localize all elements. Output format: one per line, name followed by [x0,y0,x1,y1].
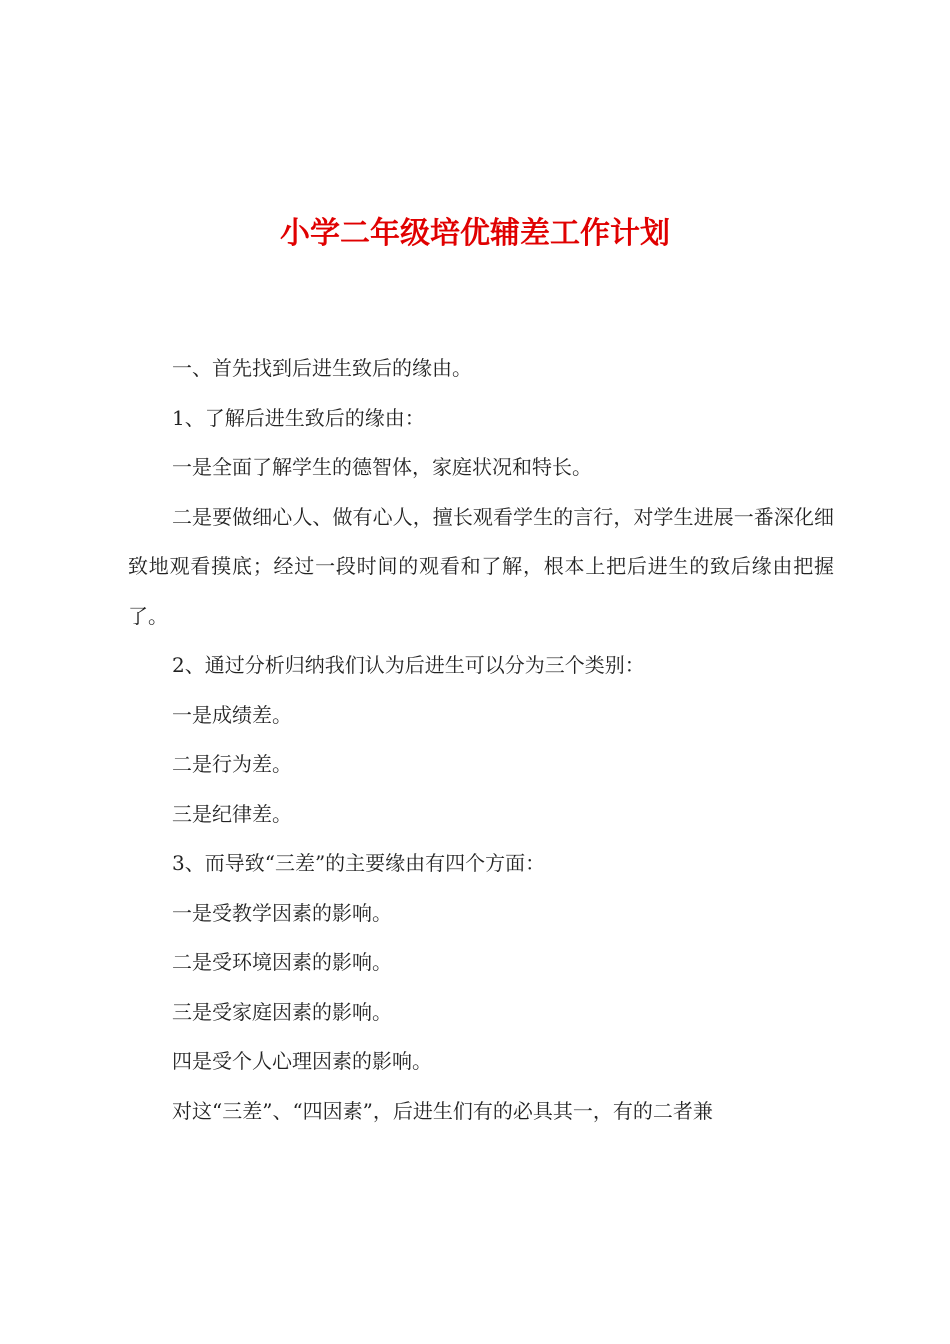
paragraph: 3、而导致“三差”的主要缘由有四个方面： [172,851,546,875]
paragraph: 二是行为差。 [172,752,292,776]
paragraph: 四是受个人心理因素的影响。 [172,1049,432,1073]
paragraph: 一、首先找到后进生致后的缘由。 [172,356,472,380]
paragraph: 一是受教学因素的影响。 [172,900,392,925]
document-body [128,344,834,1136]
paragraph: 三是纪律差。 [172,801,292,826]
paragraph: 三是受家庭因素的影响。 [172,999,392,1024]
paragraph: 2、通过分析归纳我们认为后进生可以分为三个类别： [172,653,645,677]
paragraph: 一是全面了解学生的德智体，家庭状况和特长。 [172,455,592,479]
paragraph: 二是受环境因素的影响。 [172,950,392,974]
paragraph: 一是成绩差。 [172,702,292,727]
paragraph: 二是要做细心人、做有心人，擅长观看学生的言行，对学生进展一番深化细致地观看摸底；经过一段时间的观看和了解，根本上把后进生的致后缘由把握了。 [128,504,834,628]
paragraph: 1、了解后进生致后的缘由： [172,405,425,430]
paragraph: 对这“三差”、“四因素”，后进生们有的必具其一，有的二者兼 [172,1098,713,1123]
document-title: 小学二年级培优辅差工作计划 [280,216,670,251]
